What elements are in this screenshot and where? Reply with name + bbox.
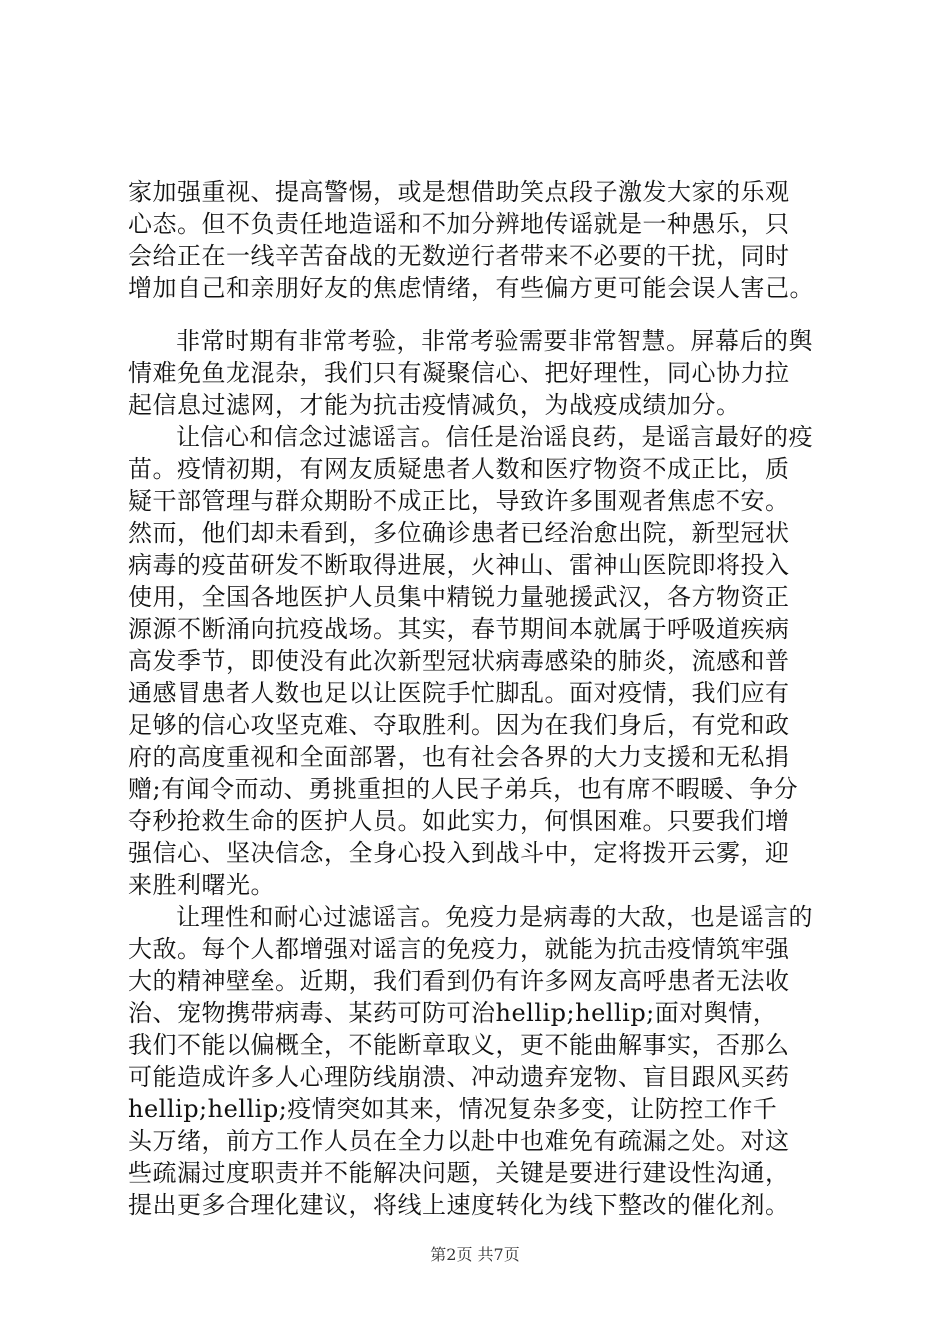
text-line: hellip;hellip;疫情突如其来，情况复杂多变，让防控工作千 [128,1095,778,1123]
text-line: 强信心、坚决信念，全身心投入到战斗中，定将拨开云雾，迎 [128,839,790,867]
text-line: 大敌。每个人都增强对谣言的免疫力，就能为抗击疫情筑牢强 [128,935,790,963]
paragraph-3 [128,421,836,901]
text-line: 心态。但不负责任地造谣和不加分辨地传谣就是一种愚乐，只 [128,210,790,238]
text-line: 然而，他们却未看到，多位确诊患者已经治愈出院，新型冠状 [128,519,790,547]
text-line: 非常时期有非常考验，非常考验需要非常智慧。屏幕后的舆 [176,327,813,355]
text-line: 我们不能以偏概全，不能断章取义，更不能曲解事实，否那么 [128,1031,790,1059]
text-line: 来胜利曙光。 [128,871,275,899]
text-line: 会给正在一线辛苦奋战的无数逆行者带来不必要的干扰，同时 [128,242,790,270]
text-line: 府的高度重视和全面部署，也有社会各界的大力支援和无私捐 [128,743,790,771]
text-line: 些疏漏过度职责并不能解决问题，关键是要进行建设性沟通， [128,1159,790,1187]
text-line: 提出更多合理化建议，将线上速度转化为线下整改的催化剂。 [128,1191,790,1219]
text-line: 让信心和信念过滤谣言。信任是治谣良药，是谣言最好的疫 [176,423,813,451]
text-line: 苗。疫情初期，有网友质疑患者人数和医疗物资不成正比，质 [128,455,790,483]
text-line: 大的精神壁垒。近期，我们看到仍有许多网友高呼患者无法收 [128,967,790,995]
document-body [128,325,836,1221]
text-line: 头万绪，前方工作人员在全力以赴中也难免有疏漏之处。对这 [128,1127,790,1155]
text-line: 源源不断涌向抗疫战场。其实，春节期间本就属于呼吸道疾病 [128,615,790,643]
text-line: 可能造成许多人心理防线崩溃、冲动遗弃宠物、盲目跟风买药 [128,1063,790,1091]
text-line: 让理性和耐心过滤谣言。免疫力是病毒的大敌，也是谣言的 [176,903,813,931]
text-line: 起信息过滤网，才能为抗击疫情减负，为战疫成绩加分。 [128,391,741,419]
text-line: 情难免鱼龙混杂，我们只有凝聚信心、把好理性，同心协力拉 [128,359,790,387]
text-line: 足够的信心攻坚克难、夺取胜利。因为在我们身后，有党和政 [128,711,790,739]
text-line: 疑干部管理与群众期盼不成正比，导致许多围观者焦虑不安。 [128,487,790,515]
text-line: 增加自己和亲朋好友的焦虑情绪，有些偏方更可能会误人害己。 [128,274,814,302]
text-line: 病毒的疫苗研发不断取得进展，火神山、雷神山医院即将投入 [128,551,790,579]
page-number-footer: 第2页 共7页 [430,1245,520,1264]
text-line: 使用，全国各地医护人员集中精锐力量驰援武汉，各方物资正 [128,583,790,611]
paragraph-2 [128,325,836,421]
text-line: 赠;有闻令而动、勇挑重担的人民子弟兵，也有席不暇暖、争分 [128,775,799,803]
text-line: 高发季节，即使没有此次新型冠状病毒感染的肺炎，流感和普 [128,647,790,675]
paragraph-intro [128,176,836,304]
text-line: 治、宠物携带病毒、某药可防可治hellip;hellip;面对舆情， [128,999,778,1027]
text-line: 通感冒患者人数也足以让医院手忙脚乱。面对疫情，我们应有 [128,679,790,707]
text-line: 夺秒抢救生命的医护人员。如此实力，何惧困难。只要我们增 [128,807,790,835]
paragraph-4 [128,901,836,1221]
text-line: 家加强重视、提高警惕，或是想借助笑点段子激发大家的乐观 [128,178,790,206]
